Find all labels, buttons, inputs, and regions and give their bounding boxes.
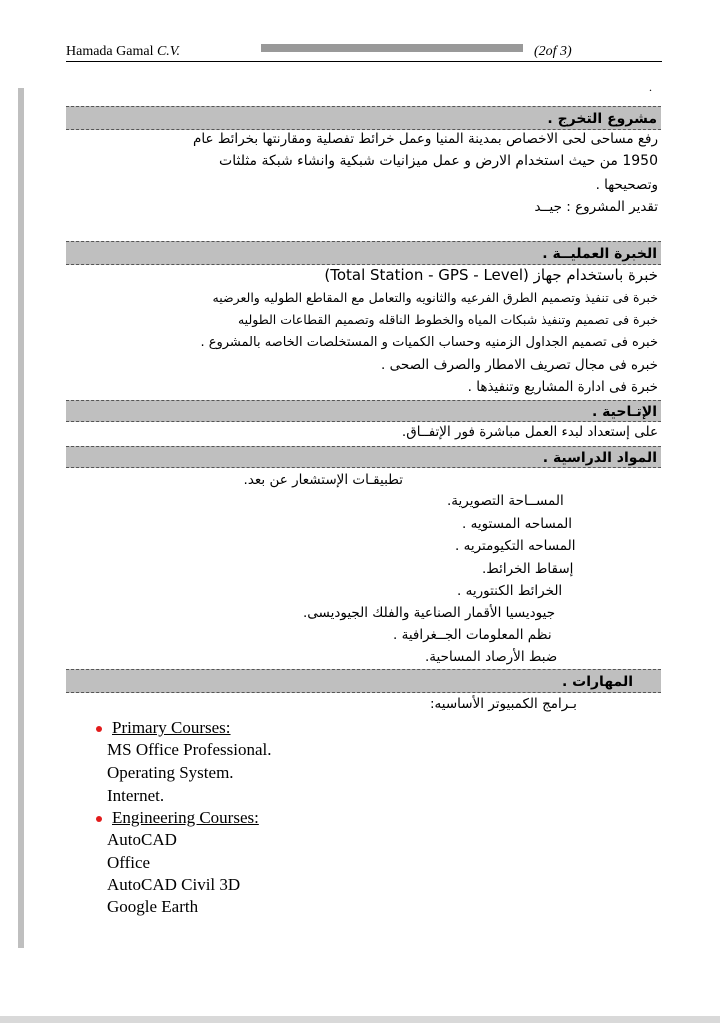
engineering-course-3: AutoCAD Civil 3D (107, 875, 241, 894)
subject-5: إسقاط الخرائط. (482, 561, 574, 577)
subject-2: المســاحة التصويرية. (447, 493, 564, 509)
header-rule (66, 61, 662, 62)
cv-label: C.V. (156, 44, 181, 59)
bottom-bar (0, 1016, 720, 1023)
experience-line-5: خبره فى مجال تصريف الامطار والصرف الصحى . (381, 357, 658, 373)
subject-4: المساحه التكيومتريه . (455, 538, 576, 554)
experience-line-1: خبرة باستخدام جهاز (Total Station - GPS - Level) (324, 266, 658, 284)
section-subjects: المواد الدراسية . (66, 446, 661, 468)
experience-line-4: خبره فى تصميم الجداول الزمنيه وحساب الكميات و المستخلصات الخاصه بالمشروع . (200, 335, 658, 350)
engineering-course-2: Office (107, 853, 151, 872)
skills-intro: بـرامج الكمبيوتر الأساسيه: (430, 696, 577, 712)
primary-courses-heading: Primary Courses: (112, 718, 231, 737)
subject-8: نظم المعلومات الجــغرافية . (393, 627, 552, 643)
availability-line-1: على إستعداد لبدء العمل مباشرة فور الإتفــاق. (401, 424, 658, 440)
experience-line-6: خبرة فى ادارة المشاريع وتنفيذها . (467, 379, 658, 395)
engineering-course-1: AutoCAD (107, 830, 177, 849)
project-line-2: 1950 من حيث استخدام الارض و عمل ميزانيات شبكية وانشاء شبكة مثلثات (219, 153, 658, 169)
bullet-icon (96, 726, 102, 732)
header-bar (261, 44, 523, 52)
section-experience: الخبرة العمليــة . (66, 241, 661, 265)
section-skills: المهارات . (66, 669, 661, 693)
header-name (66, 44, 180, 60)
subject-6: الخرائط الكنتوريه . (457, 583, 563, 599)
subject-7: جيوديسيا الأقمار الصناعية والفلك الجيوديسى. (303, 605, 556, 621)
candidate-name: Hamada Gamal (66, 44, 154, 59)
subject-9: ضبط الأرصاد المساحية. (425, 649, 558, 665)
project-line-3: وتصحيحها . (595, 177, 658, 193)
bullet-icon (96, 816, 102, 822)
primary-course-1: MS Office Professional. (107, 740, 272, 759)
primary-course-3: Internet. (107, 786, 165, 805)
primary-course-2: Operating System. (107, 763, 234, 782)
section-graduation-project: مشروع التخرج . (66, 106, 661, 130)
header-dot: . (649, 80, 652, 94)
engineering-course-4: Google Earth (107, 897, 199, 916)
experience-line-2: خبرة فى تنفيذ وتصميم الطرق الفرعيه والثانويه والتعامل مع المقاطع الطوليه والعرضيه (212, 290, 658, 305)
left-margin-bar (18, 88, 24, 948)
subject-3: المساحه المستويه . (462, 516, 573, 532)
project-line-1: رفع مساحى لحى الاخصاص بمدينة المنيا وعمل خرائط تفصلية ومقارنتها بخرائط عام (193, 131, 658, 147)
experience-line-3: خبرة فى تصميم وتنفيذ شبكات المياه والخطوط الناقله وتصميم القطاعات الطوليه (237, 312, 658, 327)
engineering-courses-heading: Engineering Courses: (112, 808, 259, 827)
page-number: (2of 3) (534, 44, 572, 59)
subject-1: تطبيقـات الإستشعار عن بعد. (243, 472, 403, 488)
project-grade: تقدير المشروع : جيــد (534, 199, 658, 215)
section-availability: الإتـاحية . (66, 400, 661, 422)
